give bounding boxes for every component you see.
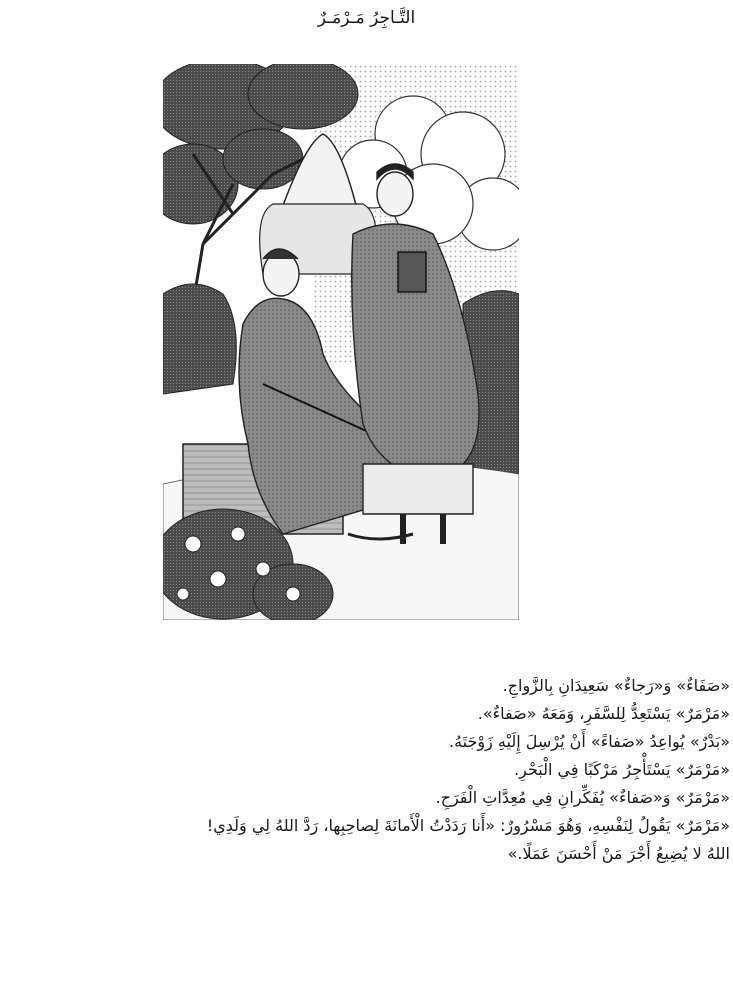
- page-title: التَّـاجِرُ مَـرْمَـرٌ: [317, 8, 416, 28]
- story-line: «بَدْرٌ» يُواعِدُ «صَفاءً» أَنْ يُرْسِلَ إِلَيْهِ زَوْجَتَهُ.: [449, 732, 730, 751]
- story-text: [8, 672, 730, 868]
- story-line: «مَرْمَرٌ» يَسْتَعِدُّ لِلسَّفَرِ، وَمَعَهُ «صَفاءٌ».: [477, 704, 730, 723]
- story-line: «صَفَاءٌ» وَ«رَجاءٌ» سَعِيدَانِ بِالزَّواجِ.: [502, 676, 730, 695]
- story-line: اللهُ لا يُضِيعُ أَجْرَ مَنْ أَحْسَنَ عَمَلًا.»: [507, 844, 730, 863]
- story-line: «مَرْمَرٌ» وَ«صَفاءٌ» يُفَكِّرانِ فِي مُعِدَّاتِ الْفَرَحِ.: [435, 788, 730, 807]
- story-line: «مَرْمَرٌ» يَقُولُ لِنَفْسِهِ، وَهُوَ مَسْرُورٌ: «أَنا رَدَدْتُ الْأَمانَةَ لِصاحِبِها، رَدَّ اللهُ لِي وَلَدِي!: [206, 816, 730, 835]
- story-line: «مَرْمَرٌ» يَسْتَأْجِرُ مَرْكَبًا فِي الْبَحْرِ.: [514, 760, 730, 779]
- story-illustration: [163, 64, 519, 620]
